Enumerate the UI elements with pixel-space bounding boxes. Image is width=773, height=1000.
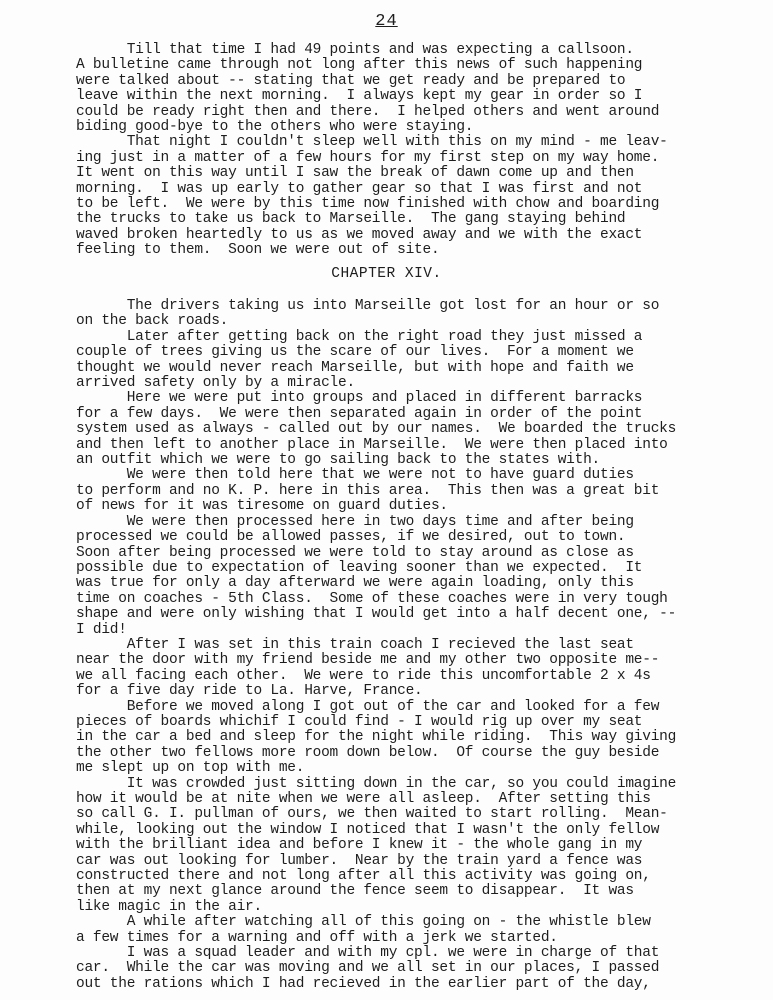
text-line: then at my next glance around the fence seem to disappear. It was xyxy=(76,883,634,900)
text-line: processed we could be allowed passes, if we desired, out to town. xyxy=(76,529,626,546)
chapter-heading: CHAPTER XIV. xyxy=(331,266,442,282)
text-line: couple of trees giving us the scare of our lives. For a moment we xyxy=(76,344,634,361)
text-line: ing just in a matter of a few hours for my first step on my way home. xyxy=(76,149,660,166)
text-line: system used as always - called out by our names. We boarded the trucks xyxy=(76,421,677,438)
text-line: thought we would never reach Marseille, but with hope and faith we xyxy=(76,359,634,376)
text-line: in the car a bed and sleep for the night while riding. This way giving xyxy=(76,729,677,746)
text-line: It was crowded just sitting down in the car, so you could imagine xyxy=(76,775,677,792)
body-text-section-2 xyxy=(76,299,756,992)
text-line: A while after watching all of this going on - the whistle blew xyxy=(76,914,651,931)
text-line: car. While the car was moving and we all set in our places, I passed xyxy=(76,960,660,977)
text-line: A bulletine came through not long after this news of such happening xyxy=(76,57,643,74)
text-line: shape and were only wishing that I would get into a half decent one, -- xyxy=(76,606,677,623)
text-line: That night I couldn't sleep well with this on my mind - me leav- xyxy=(76,134,668,151)
text-line: The drivers taking us into Marseille got lost for an hour or so xyxy=(76,298,660,314)
text-line: I was a squad leader and with my cpl. we were in charge of that xyxy=(76,945,660,962)
text-line: morning. I was up early to gather gear so that I was first and not xyxy=(76,180,643,197)
text-line: Before we moved along I got out of the car and looked for a few xyxy=(76,698,660,715)
text-line: the trucks to take us back to Marseille. The gang staying behind xyxy=(76,211,626,228)
text-line: we all facing each other. We were to ride this uncomfortable 2 x 4s xyxy=(76,667,651,684)
text-line: waved broken heartedly to us as we moved away and we with the exact xyxy=(76,226,643,243)
text-line: Till that time I had 49 points and was expecting a callsoon. xyxy=(76,42,634,58)
text-line: Later after getting back on the right road they just missed a xyxy=(76,328,643,345)
text-line: the other two fellows more room down below. Of course the guy beside xyxy=(76,744,660,761)
text-line: Soon after being processed we were told to stay around as close as xyxy=(76,544,634,561)
text-line: I did! xyxy=(76,621,127,638)
text-line: arrived safety only by a miracle. xyxy=(76,375,355,392)
text-line: how it would be at nite when we were all asleep. After setting this xyxy=(76,791,651,807)
text-line: It went on this way until I saw the break of dawn come up and then xyxy=(76,165,634,182)
text-line: pieces of boards whichif I could find - I would rig up over my seat xyxy=(76,713,643,730)
page-number: 24 xyxy=(375,12,398,31)
text-line: leave within the next morning. I always kept my gear in order so I xyxy=(76,88,643,105)
text-line: out the rations which I had recieved in the earlier part of the day, xyxy=(76,975,651,992)
text-line: like magic in the air. xyxy=(76,898,262,915)
text-line: while, looking out the window I noticed that I wasn't the only fellow xyxy=(76,821,660,838)
text-line: so call G. I. pullman of ours, we then waited to start rolling. Mean- xyxy=(76,806,668,823)
text-line: could be ready right then and there. I helped others and went around xyxy=(76,103,660,120)
text-line: feeling to them. Soon we were out of site. xyxy=(76,242,440,259)
text-line: We were then processed here in two days time and after being xyxy=(76,513,634,530)
text-line: on the back roads. xyxy=(76,313,229,330)
text-line: a few times for a warning and off with a jerk we started. xyxy=(76,929,558,946)
text-line: of news for it was tiresome on guard duties. xyxy=(76,498,448,515)
text-line: to perform and no K. P. here in this area. This then was a great bit xyxy=(76,482,660,499)
text-line: to be left. We were by this time now finished with chow and boarding xyxy=(76,196,660,213)
text-line: an outfit which we were to go sailing back to the states with. xyxy=(76,452,600,469)
text-line: car was out looking for lumber. Near by the train yard a fence was xyxy=(76,852,643,869)
text-line: with the brilliant idea and before I knew it - the whole gang in my xyxy=(76,837,643,854)
text-line: near the door with my friend beside me and my other two opposite me-- xyxy=(76,652,660,669)
text-line: possible due to expectation of leaving sooner than we expected. It xyxy=(76,559,643,576)
text-line: was true for only a day afterward we were again loading, only this xyxy=(76,575,634,592)
text-line: Here we were put into groups and placed in different barracks xyxy=(76,390,643,407)
text-line: constructed there and not long after all this activity was going on, xyxy=(76,868,651,885)
text-line: for a few days. We were then separated again in order of the point xyxy=(76,405,643,422)
text-line: We were then told here that we were not to have guard duties xyxy=(76,467,634,484)
text-line: and then left to another place in Marseille. We were then placed into xyxy=(76,436,668,453)
text-line: After I was set in this train coach I recieved the last seat xyxy=(76,636,634,653)
text-line: were talked about -- stating that we get ready and be prepared to xyxy=(76,72,626,89)
text-line: time on coaches - 5th Class. Some of these coaches were in very tough xyxy=(76,590,668,607)
text-line: biding good-bye to the others who were staying. xyxy=(76,119,474,136)
text-line: for a five day ride to La. Harve, France. xyxy=(76,683,423,700)
text-line: me slept up on top with me. xyxy=(76,760,305,777)
body-text-section-1 xyxy=(76,43,756,259)
